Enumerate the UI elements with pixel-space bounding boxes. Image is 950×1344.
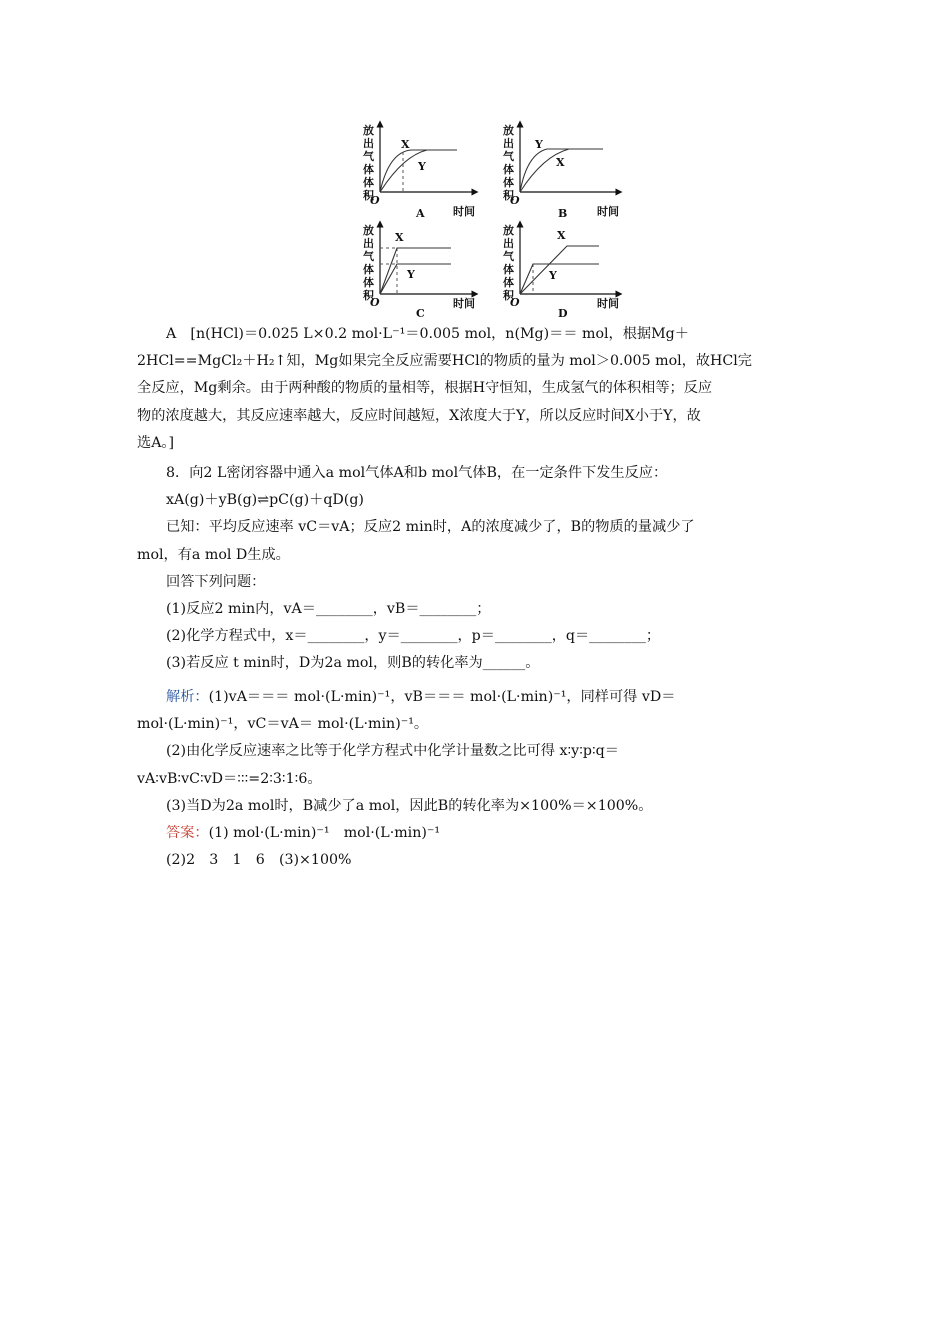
y-label-char: 体 <box>503 163 514 176</box>
y-label-char: 积 <box>503 289 514 302</box>
curve-x <box>380 248 451 294</box>
panel-label-a: A <box>416 207 425 220</box>
answer7-line: 全反应，Mg剩余。由于两种酸的物质的量相等，根据H守恒知，生成氢气的体积相等；反应 <box>137 380 713 397</box>
question8-prompt: 回答下列问题： <box>166 573 266 590</box>
answer7-line: 选A。] <box>137 434 175 451</box>
curve-label-y: Y <box>407 268 415 281</box>
y-axis-label <box>503 123 515 202</box>
answer7-line: A [n(HCl)＝0.025 L×0.2 mol·L⁻¹＝0.005 mol，n(Mg)＝＝ mol，根据Mg＋ <box>166 326 689 342</box>
y-label-char: 出 <box>503 137 514 150</box>
graphs-svg <box>355 118 625 320</box>
graph-panel-c <box>363 223 475 320</box>
y-label-char: 气 <box>363 250 374 263</box>
question8-part2: (2)化学方程式中，x＝________，y＝________，p＝________，q＝________； <box>166 628 661 645</box>
curve-label-x: X <box>557 229 566 242</box>
y-label-char: 出 <box>363 237 374 250</box>
answer7-line: 2HCl==MgCl₂＋H₂↑知，Mg如果完全反应需要HCl的物质的量为 mol＞0.005 mol，故HCl完 <box>137 353 752 370</box>
y-label-char: 出 <box>503 237 514 250</box>
x-axis-label: 时间 <box>597 205 619 218</box>
curve-label-x: X <box>395 231 404 244</box>
y-label-char: 体 <box>363 263 374 276</box>
y-label-char: 体 <box>503 176 514 189</box>
y-label-char: 气 <box>503 150 514 163</box>
graph-panel-d <box>503 223 619 320</box>
y-label-char: 放 <box>363 124 374 137</box>
reaction-equation: xA(g)＋yB(g)⇌pC(g)＋qD(g) <box>166 492 364 509</box>
y-label-char: 积 <box>363 189 374 202</box>
curve-label-x: X <box>556 156 565 169</box>
graph-panel-a <box>363 123 475 220</box>
answer-text: (1) mol·(L·min)⁻¹ mol·(L·min)⁻¹ <box>208 824 441 841</box>
y-label-char: 体 <box>503 276 514 289</box>
origin-label: O <box>370 194 380 207</box>
solution-block <box>137 684 817 874</box>
answer-label: 答案： <box>166 824 209 841</box>
question8 <box>137 460 817 678</box>
curve-x <box>520 246 599 294</box>
y-label-char: 体 <box>503 263 514 276</box>
curve-label-x: X <box>401 138 410 151</box>
solution-line: (2)由化学反应速率之比等于化学方程式中化学计量数之比可得 x∶y∶p∶q＝ <box>166 743 619 760</box>
y-label-char: 放 <box>503 224 514 237</box>
solution-line: mol·(L·min)⁻¹，vC＝vA＝ mol·(L·min)⁻¹。 <box>137 716 429 733</box>
y-label-char: 积 <box>363 289 374 302</box>
solution-line <box>137 684 817 711</box>
x-axis-label: 时间 <box>453 297 475 310</box>
answer-line: (2)2 3 1 6 (3)×100% <box>166 852 352 869</box>
y-axis-label <box>363 123 375 202</box>
curve-label-y: Y <box>418 160 426 173</box>
x-axis-label: 时间 <box>597 297 619 310</box>
y-label-char: 体 <box>363 176 374 189</box>
answer7-line: 物的浓度越大，其反应速率越大，反应时间越短，X浓度大于Y，所以反应时间X小于Y，故 <box>137 407 701 424</box>
y-axis-label <box>363 223 375 302</box>
solution-line: vA∶vB∶vC∶vD＝∶∶∶=2∶3∶1∶6。 <box>137 770 322 787</box>
y-label-char: 放 <box>363 224 374 237</box>
origin-label: O <box>510 296 520 309</box>
solution-line: (3)当D为2a mol时，B减少了a mol，因此B的转化率为×100%＝×100%。 <box>166 797 653 814</box>
graph-panel-b <box>503 123 619 220</box>
y-axis-label <box>503 223 515 302</box>
question7-answer <box>137 321 817 457</box>
y-label-char: 体 <box>363 276 374 289</box>
solution-text: (1)vA＝＝＝ mol·(L·min)⁻¹，vB＝＝＝ mol·(L·min)⁻¹，同样可得 vD＝ <box>208 689 676 705</box>
origin-label: O <box>370 296 380 309</box>
question8-stem: 8．向2 L密闭容器中通入a mol气体A和b mol气体B，在一定条件下发生反应： <box>166 465 668 481</box>
x-axis-label: 时间 <box>453 205 475 218</box>
y-label-char: 气 <box>503 250 514 263</box>
y-label-char: 气 <box>363 150 374 163</box>
question8-part1: (1)反应2 min内，vA＝________，vB＝________； <box>166 600 491 617</box>
origin-label: O <box>510 194 520 207</box>
question8-part3: (3)若反应 t min时，D为2a mol，则B的转化率为______。 <box>166 655 540 672</box>
y-label-char: 积 <box>503 189 514 202</box>
y-label-char: 放 <box>503 124 514 137</box>
y-label-char: 体 <box>363 163 374 176</box>
panel-label-b: B <box>558 207 568 220</box>
question8-given: mol，有a mol D生成。 <box>137 546 290 563</box>
panel-label-d: D <box>558 307 568 320</box>
reaction-graphs-figure <box>355 118 625 320</box>
curve-y <box>380 264 451 294</box>
curve-y <box>520 264 599 294</box>
question8-given: 已知：平均反应速率 vC＝vA；反应2 min时，A的浓度减少了，B的物质的量减少了 <box>166 519 695 536</box>
answer-line <box>137 820 817 847</box>
solution-label: 解析： <box>166 689 209 705</box>
curve-label-y: Y <box>535 138 543 151</box>
curve-label-y: Y <box>549 269 557 282</box>
panel-label-c: C <box>416 307 425 320</box>
y-label-char: 出 <box>363 137 374 150</box>
